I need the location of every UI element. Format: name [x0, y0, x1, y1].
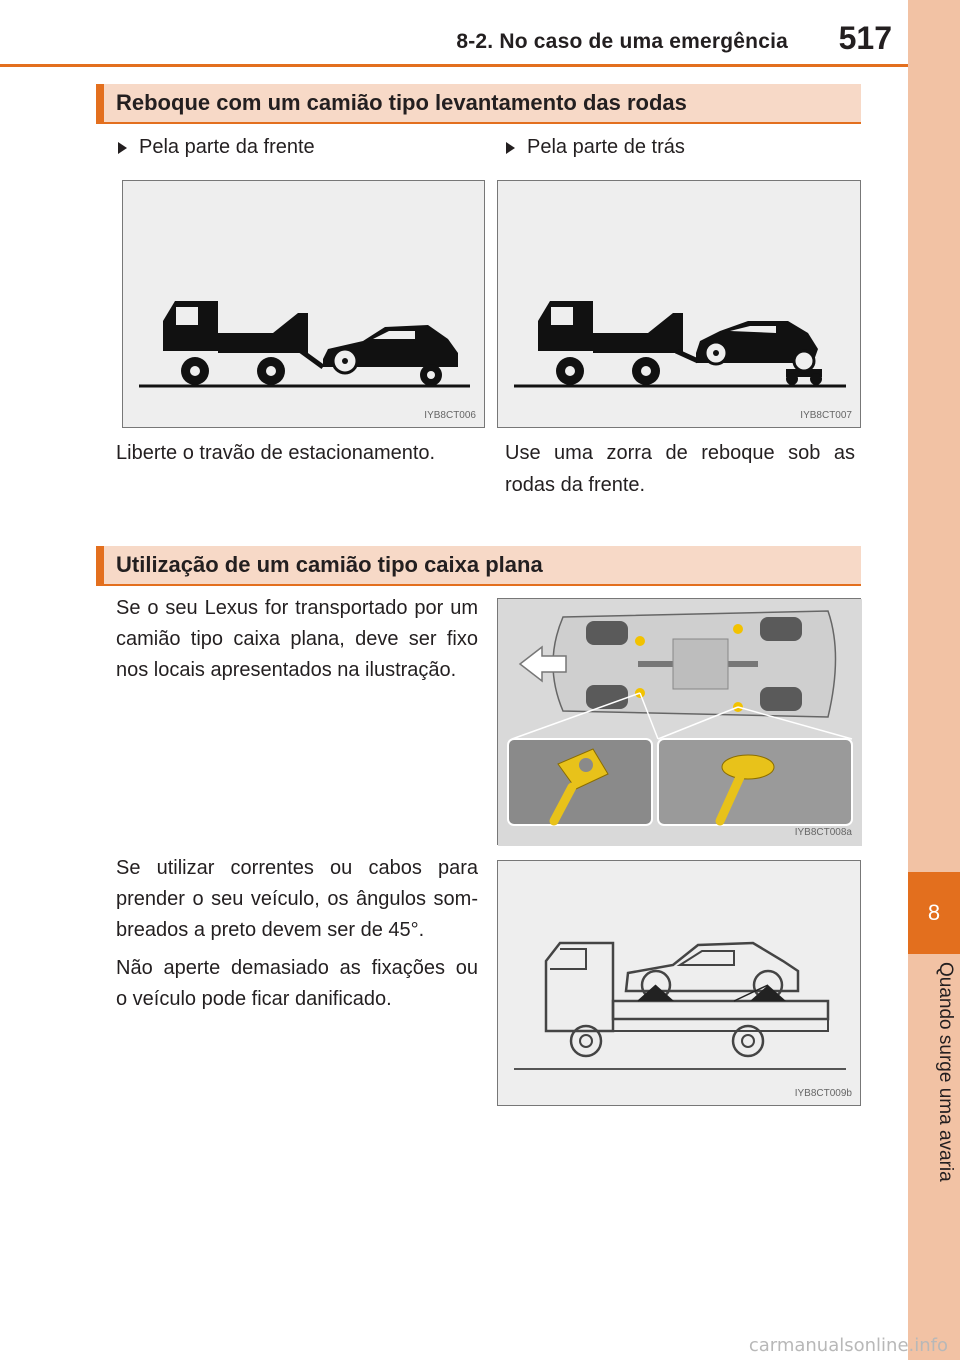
text-line: camião tipo caixa plana, deve ser fixo	[116, 628, 478, 650]
caption-rear-line1: Use uma zorra de reboque sob as	[505, 442, 855, 464]
text-line: breados a preto devem ser de 45°.	[116, 919, 425, 941]
bullet-triangle-icon	[118, 142, 127, 154]
paragraph-overtighten-warning	[116, 953, 478, 1015]
text-line: Não aperte demasiado as fixações ou	[116, 957, 478, 979]
chapter-number-tab[interactable]: 8	[908, 872, 960, 954]
page-number: 517	[838, 20, 892, 56]
figure-front-tow	[122, 180, 485, 428]
figure-code: IYB8CT009b	[794, 1088, 852, 1099]
figure-code: IYB8CT007	[800, 410, 852, 421]
flatbed-truck-illustration	[498, 861, 862, 1107]
section-heading-flatbed	[96, 546, 861, 586]
section-heading-text: Utilização de um camião tipo caixa plana	[116, 552, 543, 577]
bullet-rear-text: Pela parte de trás	[527, 136, 685, 158]
vehicle-underside-illustration	[498, 599, 862, 846]
watermark-text[interactable]: carmanualsonline.info	[748, 1335, 948, 1356]
caption-front: Liberte o travão de estacionamento.	[116, 442, 436, 464]
figure-code: IYB8CT006	[424, 410, 476, 421]
figure-tie-down-points	[497, 598, 861, 845]
text-line: Se o seu Lexus for transportado por um	[116, 597, 478, 619]
bullet-front-text: Pela parte da frente	[139, 136, 315, 158]
paragraph-chain-angle	[116, 853, 478, 946]
section-heading-text: Reboque com um camião tipo levantamento das rodas	[116, 90, 687, 115]
figure-flatbed-truck	[497, 860, 861, 1106]
bullet-rear	[506, 136, 685, 159]
caption-rear-line2: rodas da frente.	[505, 474, 646, 496]
section-heading-wheel-lift	[96, 84, 861, 124]
header-rule	[0, 64, 908, 67]
tow-truck-rear-illustration	[498, 181, 862, 429]
text-line: nos locais apresentados na ilustração.	[116, 659, 457, 681]
text-line: Se utilizar correntes ou cabos para	[116, 857, 478, 879]
text-line: prender o seu veículo, os ângulos som-	[116, 888, 478, 910]
paragraph-flatbed-intro	[116, 593, 478, 686]
bullet-front	[118, 136, 315, 159]
running-header-title: 8-2. No caso de uma emergência	[456, 30, 788, 53]
bullet-triangle-icon	[506, 142, 515, 154]
text-line: o veículo pode ficar danificado.	[116, 988, 392, 1010]
figure-code: IYB8CT008a	[794, 827, 852, 838]
tow-truck-front-illustration	[123, 181, 486, 429]
figure-rear-tow	[497, 180, 861, 428]
chapter-label: Quando surge uma avaria	[935, 962, 956, 1182]
